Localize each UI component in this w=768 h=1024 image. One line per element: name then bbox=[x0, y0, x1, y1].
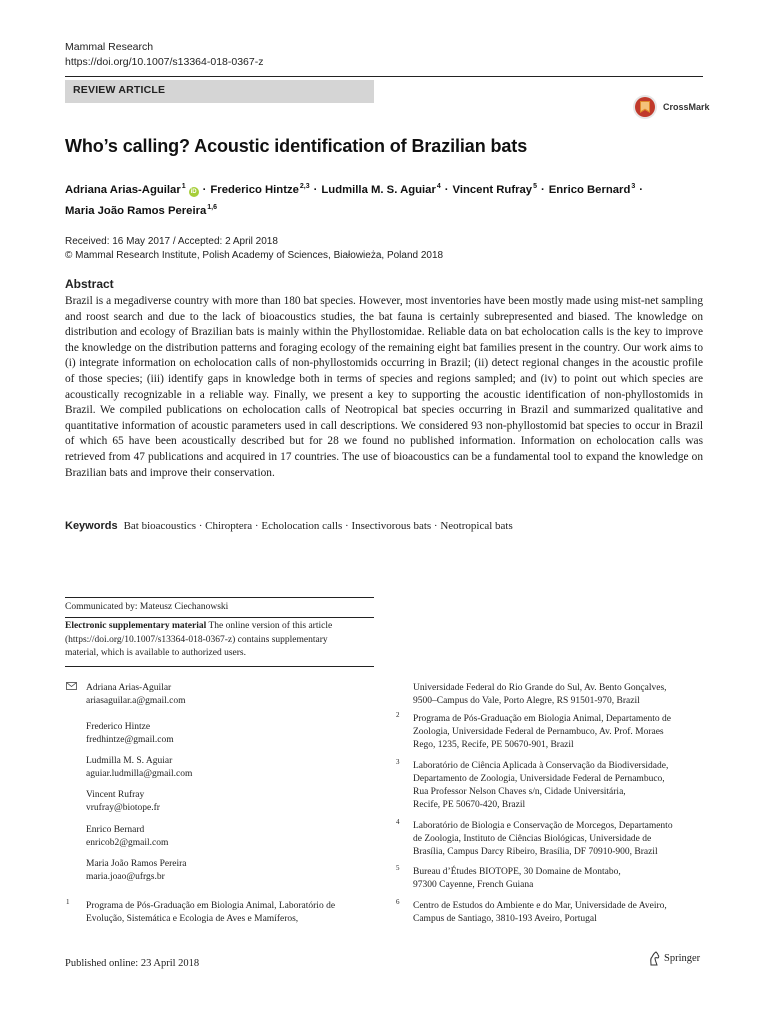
article-doi[interactable]: https://doi.org/10.1007/s13364-018-0367-z bbox=[65, 56, 264, 68]
published-online: Published online: 23 April 2018 bbox=[65, 958, 200, 969]
author-list: Adriana Arias-Aguilar$^1$iD · Frederico Hintze$^{2,3}$ · Ludmilla M. S. Aguiar$^4$ · Vincent Rufray$^5$ · Enrico Bernard$^3$ · Maria João Ramos Pereira$^{1,6}$ bbox=[65, 183, 644, 217]
article-title: Who’s calling? Acoustic identification of Brazilian bats bbox=[65, 136, 528, 156]
contact-entry bbox=[86, 824, 168, 850]
keywords-list: Bat bioacoustics · Chiroptera · Echolocation calls · Insectivorous bats · Neotropical bats bbox=[123, 520, 513, 532]
header-rule bbox=[65, 76, 703, 77]
affiliation-line: Recife, PE 50670-420, Brazil bbox=[413, 800, 526, 810]
affiliation-line: Programa de Pós-Graduação em Biologia Animal, Departamento de bbox=[413, 714, 672, 724]
keywords-label: Keywords bbox=[65, 520, 118, 532]
affiliation-number: 4 bbox=[396, 818, 400, 826]
copyright-line: © Mammal Research Institute, Polish Academy of Sciences, Białowieża, Poland 2018 bbox=[65, 250, 444, 261]
contact-name: Frederico Hintze bbox=[86, 722, 151, 732]
affiliation-line: 9500–Campus do Vale, Porto Alegre, RS 91501-970, Brazil bbox=[413, 696, 640, 706]
contact-email[interactable]: fredhintze@gmail.com bbox=[86, 735, 174, 745]
author-entry[interactable] bbox=[549, 184, 636, 196]
affiliation-1 bbox=[86, 900, 335, 926]
contact-entry bbox=[86, 858, 187, 884]
contact-entry bbox=[86, 789, 160, 815]
affiliation-5 bbox=[413, 866, 621, 892]
author-affiliation-sup: 2,3 bbox=[299, 183, 310, 190]
contact-email[interactable]: ariasaguilar.a@gmail.com bbox=[86, 696, 186, 706]
contact-name: Vincent Rufray bbox=[86, 790, 145, 800]
springer-horse-icon bbox=[648, 951, 661, 966]
affiliation-line: Laboratório de Ciência Aplicada à Conservação da Biodiversidade, bbox=[413, 761, 669, 771]
mail-icon bbox=[66, 682, 77, 690]
affiliation-line: Evolução, Sistemática e Ecologia de Aves e Mamíferos, bbox=[86, 914, 299, 924]
author-entry[interactable] bbox=[65, 205, 217, 217]
received-accepted: Received: 16 May 2017 / Accepted: 2 April 2018 bbox=[65, 236, 278, 247]
affiliation-number: 1 bbox=[66, 898, 70, 906]
esm-text: The online version of this article bbox=[206, 621, 333, 631]
author-name: Ludmilla M. S. Aguiar bbox=[321, 184, 436, 196]
affiliation-line: Rego, 1235, Recife, PE 50670-901, Brazil bbox=[413, 740, 574, 750]
esm-text: material, which is available to authorized users. bbox=[65, 648, 246, 658]
contact-entry bbox=[86, 755, 192, 781]
affiliation-number: 3 bbox=[396, 758, 400, 766]
affiliation-number: 6 bbox=[396, 898, 400, 906]
author-entry[interactable] bbox=[65, 184, 199, 196]
contact-email[interactable]: enricob2@gmail.com bbox=[86, 838, 169, 848]
affiliation-line: Centro de Estudos do Ambiente e do Mar, Universidade de Aveiro, bbox=[413, 901, 667, 911]
esm-link[interactable]: (https://doi.org/10.1007/s13364-018-0367-z) contains supplementary bbox=[65, 634, 328, 645]
crossmark-label[interactable]: CrossMark bbox=[663, 102, 710, 112]
author-name: Adriana Arias-Aguilar bbox=[65, 184, 181, 196]
affiliation-number: 2 bbox=[396, 711, 400, 719]
author-affiliation-sup: 5 bbox=[533, 183, 537, 190]
affiliation-2 bbox=[413, 713, 671, 752]
affiliation-6 bbox=[413, 900, 667, 926]
affiliation-number: 5 bbox=[396, 864, 400, 872]
affiliation-line: Bureau d’Études BIOTOPE, 30 Domaine de Montabo, bbox=[413, 867, 621, 877]
affiliation-line: Brasília, Campus Darcy Ribeiro, Brasília, DF 70910-900, Brazil bbox=[413, 847, 658, 857]
esm-label: Electronic supplementary material bbox=[65, 621, 207, 631]
affiliation-line: Campus de Santiago, 3810-193 Aveiro, Portugal bbox=[413, 914, 597, 924]
contact-email[interactable]: vrufray@biotope.fr bbox=[86, 803, 160, 813]
author-affiliation-sup: 4 bbox=[436, 183, 441, 190]
affiliation-line: Programa de Pós-Graduação em Biologia Animal, Laboratório de bbox=[86, 901, 336, 911]
contact-name: Enrico Bernard bbox=[86, 825, 145, 835]
author-name: Maria João Ramos Pereira bbox=[65, 205, 207, 217]
affiliation-line: Universidade Federal do Rio Grande do Sul, Av. Bento Gonçalves, bbox=[413, 683, 667, 693]
contact-entry bbox=[86, 682, 186, 708]
journal-name: Mammal Research bbox=[65, 41, 154, 53]
author-name: Frederico Hintze bbox=[210, 184, 299, 196]
affiliation-line: Departamento de Zoologia, Universidade Federal de Pernambuco, bbox=[413, 774, 665, 784]
divider bbox=[65, 597, 374, 598]
supplementary-material-note bbox=[65, 620, 374, 661]
article-dates bbox=[65, 235, 443, 263]
affiliation-1-continued bbox=[413, 682, 667, 708]
author-affiliation-sup: 1 bbox=[181, 183, 186, 190]
contact-name: Ludmilla M. S. Aguiar bbox=[86, 756, 173, 766]
communicated-by: Communicated by: Mateusz Ciechanowski bbox=[65, 602, 229, 612]
article-type-banner: REVIEW ARTICLE bbox=[65, 80, 374, 103]
contact-name: Adriana Arias-Aguilar bbox=[86, 683, 172, 693]
contact-email[interactable]: aguiar.ludmilla@gmail.com bbox=[86, 769, 193, 779]
affiliation-line: Rua Professor Nelson Chaves s/n, Cidade Universitária, bbox=[413, 787, 626, 797]
affiliation-line: de Zoologia, Instituto de Ciências Biológicas, Universidade de bbox=[413, 834, 652, 844]
affiliation-line: Zoologia, Universidade Federal de Pernambuco, Av. Prof. Moraes bbox=[413, 727, 664, 737]
divider bbox=[65, 666, 374, 667]
affiliation-line: Laboratório de Biologia e Conservação de Morcegos, Departamento bbox=[413, 821, 673, 831]
author-entry[interactable] bbox=[210, 184, 309, 196]
author-entry[interactable] bbox=[321, 184, 440, 196]
journal-header bbox=[65, 40, 263, 70]
divider bbox=[65, 617, 374, 618]
keywords bbox=[65, 520, 513, 532]
contact-entry bbox=[86, 721, 174, 747]
author-name: Enrico Bernard bbox=[548, 184, 631, 196]
abstract-heading: Abstract bbox=[65, 277, 114, 291]
contact-email[interactable]: maria.joao@ufrgs.br bbox=[86, 872, 165, 882]
author-affiliation-sup: 3 bbox=[631, 183, 636, 190]
orcid-icon[interactable]: iD bbox=[190, 189, 197, 195]
affiliation-line: 97300 Cayenne, French Guiana bbox=[413, 880, 534, 890]
author-affiliation-sup: 1,6 bbox=[207, 204, 218, 211]
contact-name: Maria João Ramos Pereira bbox=[86, 859, 187, 869]
author-entry[interactable] bbox=[453, 184, 537, 196]
affiliation-4 bbox=[413, 820, 673, 859]
publisher-name: Springer bbox=[664, 953, 701, 964]
abstract-text: Brazil is a megadiverse country with more than 180 bat species. However, most inventories have been mostly made using mist-net sampling and roost search and due to the lack of bioacoustics studies, the bat fauna is certainly subrepresented and biased. The knowledge on distribution and ecology of Brazilian bats is mainly within the Phyllostomidae. Reliable data on bat echolocation calls is the key to improve the knowledge on the distribution patterns and foraging ecology of the remaining eight bat families present in the country. Our work aims to (i) integrate information on echolocation calls of non-phyllostomids occurring in Brazil; (ii) detect regional changes in the acoustic profile of those species; (iii) identify gaps in knowledge both in terms of species and regions sampled; and (iv) to point out which species are acoustically recognizable in a reliable way. Finally, we present a key to supporting the acoustic identification of non-phyllostomids in Brazil. We compiled publications on echolocation calls of Neotropical bat species occurring in Brazil and summarized qualitative and quantitative information of acoustic parameters used in call descriptions. We considered 93 non-phyllostomid bat species to occur in Brazil of which 65 have been acoustically described but for 28 we found no published information. Information on echolocation calls was retrieved from 47 publications and acquired in 17 countries. The use of bioacoustics can be a fundamental tool to expand the knowledge on Brazilian bats and improve their conservation. bbox=[65, 295, 703, 479]
author-name: Vincent Rufray bbox=[452, 184, 533, 196]
affiliation-3 bbox=[413, 760, 668, 812]
